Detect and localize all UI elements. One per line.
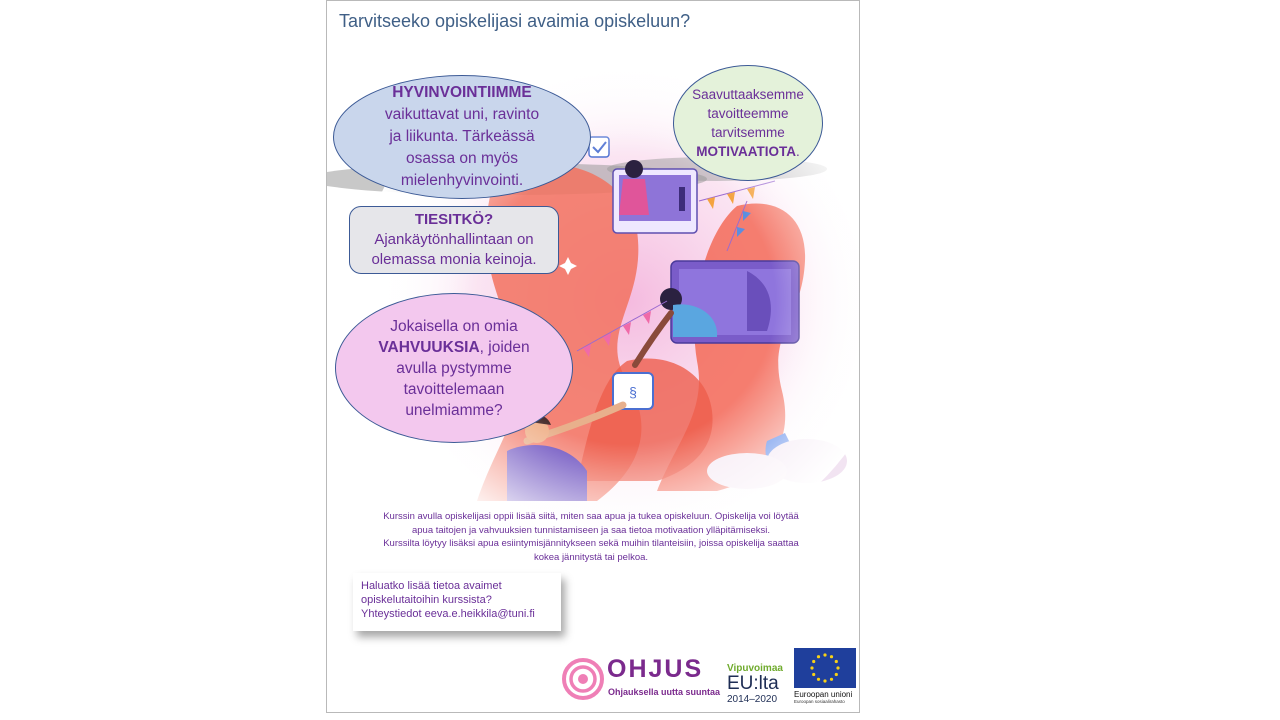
ohjus-tagline: Ohjauksella uutta suuntaa (608, 687, 721, 697)
strengths-line: Jokaisella on omia (390, 317, 518, 335)
motivation-suffix: . (795, 144, 800, 159)
poster (326, 0, 860, 713)
motivation-bubble (673, 65, 823, 181)
ohjus-name: OHJUS (607, 655, 704, 683)
motivation-emphasis: MOTIVAATIOTA (696, 144, 796, 159)
description-line: apua taitojen ja vahvuuksien tunnistamiseen ja saa tietoa motivaation ylläpitämiseksi. (411, 524, 771, 536)
ohjus-logo (561, 655, 721, 701)
strengths-line: avulla pystymme (396, 359, 512, 377)
wellbeing-line: vaikuttavat uni, ravinto (384, 106, 540, 123)
contact-email-line: Yhteystiedot eeva.e.heikkila@tuni.fi (361, 608, 535, 620)
motivation-line: Saavuttaaksemme (692, 87, 804, 102)
eu-flag-icon (794, 648, 856, 688)
strengths-bubble (335, 293, 573, 443)
eu-fund-name: Euroopan sosiaalirahasto (794, 699, 845, 704)
tip-heading: TIESITKÖ? (414, 211, 494, 228)
wellbeing-line: mielenhyvinvointi. (400, 172, 524, 189)
strengths-emphasis-line (378, 337, 529, 358)
eu-name: Euroopan unioni (794, 690, 853, 699)
vipuvoimaa-years: 2014–2020 (727, 694, 778, 705)
tip-line: olemassa monia keinoja. (371, 251, 537, 268)
course-description (341, 510, 841, 564)
eu-logo (794, 648, 856, 708)
wellbeing-bubble (333, 75, 591, 199)
wellbeing-line: ja liikunta. Tärkeässä (389, 128, 535, 145)
vipuvoimaa-middle: EU:lta (727, 673, 779, 694)
motivation-line: tavoitteemme (707, 106, 789, 121)
strengths-line: unelmiamme? (405, 401, 503, 419)
contact-line: opiskelutaitoihin kurssista? (361, 594, 492, 606)
vipuvoimaa-logo (727, 663, 789, 709)
tip-line: Ajankäytönhallintaan on (374, 231, 534, 248)
wellbeing-heading: HYVINVOINTIIMME (392, 84, 532, 101)
ohjus-rings-icon (561, 657, 605, 701)
tip-bubble (349, 206, 559, 274)
strengths-emphasis: VAHVUUKSIA (378, 338, 480, 356)
motivation-emphasis-line (696, 142, 800, 161)
contact-box (353, 573, 561, 631)
description-line: Kurssin avulla opiskelijasi oppii lisää siitä, miten saa apua ja tukea opiskeluun. Opiskelija voi löytää (383, 511, 799, 522)
vipuvoimaa-top: Vipuvoimaa (727, 663, 783, 674)
contact-line: Haluatko lisää tietoa avaimet (361, 580, 502, 592)
strengths-line: tavoittelemaan (403, 380, 505, 398)
description-line: kokea jännitystä tai pelkoa. (533, 551, 649, 563)
page-title: Tarvitseeko opiskelijasi avaimia opiskeluun? (339, 11, 691, 31)
strengths-after-emphasis: , joiden (479, 338, 530, 356)
wellbeing-line: osassa on myös (406, 150, 518, 167)
motivation-line: tarvitsemme (711, 125, 785, 140)
description-line: Kurssilta löytyy lisäksi apua esiintymisjännitykseen sekä muihin tilanteisiin, joissa opiskelija saattaa (383, 538, 799, 549)
